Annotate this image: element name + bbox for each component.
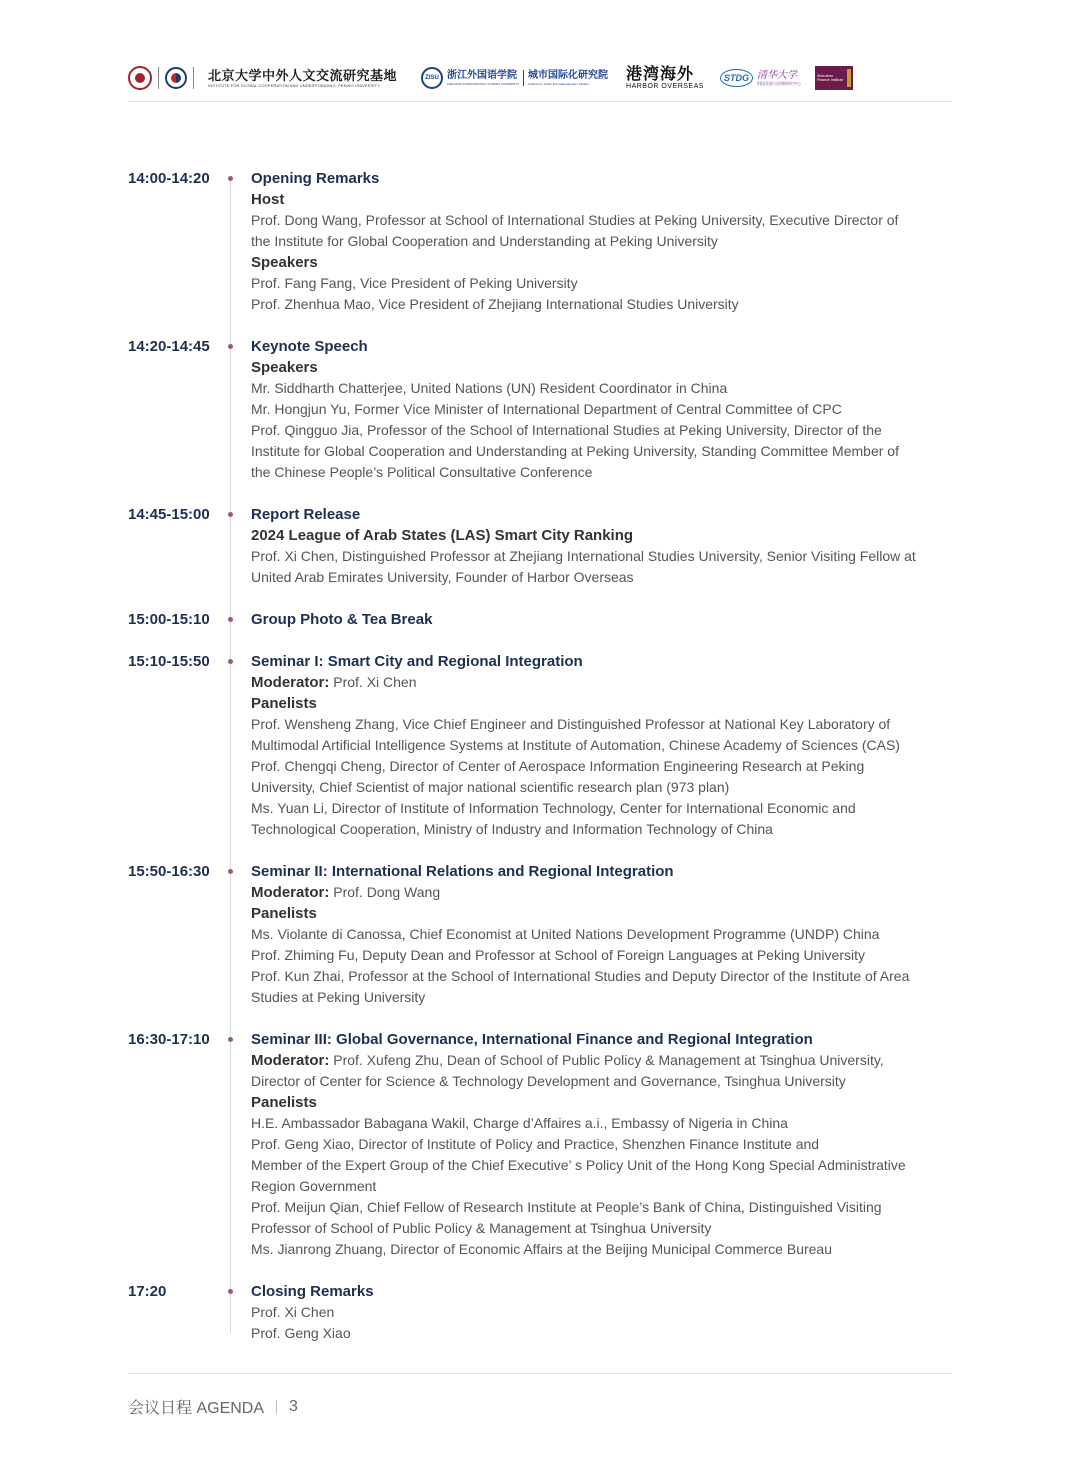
header-divider <box>128 101 952 102</box>
moderator-label: Moderator: <box>251 674 330 691</box>
participant-line: Multimodal Artificial Intelligence Systems at Institute of Automation, Chinese Academy of Sciences (CAS) <box>251 737 900 753</box>
participant-line: Prof. Kun Zhai, Professor at the School of International Studies and Deputy Director of the Institute of Area <box>251 968 910 984</box>
sfi-logo-text: Shenzhen Finance Institute <box>816 74 844 82</box>
pku-seal-icon <box>128 66 152 90</box>
moderator-name: Prof. Dong Wang <box>333 884 441 900</box>
timeline-dot-icon <box>228 176 233 181</box>
zisu-institute-cn: 城市国际化研究院 <box>528 69 609 81</box>
session-title: Closing Remarks <box>251 1283 374 1300</box>
session-title: Report Release <box>251 506 361 523</box>
participant-line: Ms. Violante di Canossa, Chief Economist at United Nations Development Programme (UNDP) China <box>251 926 880 942</box>
session-title: Group Photo & Tea Break <box>251 611 433 628</box>
participant-line: the Chinese People’s Political Consultative Conference <box>251 464 593 480</box>
participant-line: Prof. Qingguo Jia, Professor of the School of International Studies at Peking University, Director of the <box>251 422 882 438</box>
session-title: Keynote Speech <box>251 338 368 355</box>
participant-line: University, Chief Scientist of major national scientific research plan (973 plan) <box>251 779 730 795</box>
institute-globe-icon <box>165 67 187 89</box>
header-logos <box>128 58 952 98</box>
timeline-dot-icon <box>228 869 233 874</box>
participant-line: Institute for Global Cooperation and Understanding at Peking University, Standing Committee Member of <box>251 443 899 459</box>
moderator-label: Moderator: <box>251 1052 330 1069</box>
session-title: Opening Remarks <box>251 170 380 187</box>
group-label: Panelists <box>251 1094 317 1111</box>
sfi-logo <box>815 66 853 90</box>
session-time: 15:00-15:10 <box>128 611 210 628</box>
session-time: 16:30-17:10 <box>128 1031 210 1048</box>
timeline-dot-icon <box>228 512 233 517</box>
participant-line: the Institute for Global Cooperation and Understanding at Peking University <box>251 233 718 249</box>
participant-line: Studies at Peking University <box>251 989 426 1005</box>
moderator-name: Prof. Xufeng Zhu, Dean of School of Public Policy & Management at Tsinghua University, <box>333 1052 884 1068</box>
session-moderator <box>251 1050 951 1071</box>
session-moderator <box>251 672 951 693</box>
group-label: Panelists <box>251 905 317 922</box>
pku-logo-en: INSTITUTE FOR GLOBAL COOPERATION AND UNDERSTANDING, PEKING UNIVERSITY <box>208 82 380 88</box>
session-content <box>251 504 951 588</box>
session-content <box>251 609 951 630</box>
session-title: Seminar III: Global Governance, International Finance and Regional Integration <box>251 1031 813 1048</box>
participant-line: Mr. Hongjun Yu, Former Vice Minister of International Department of Central Committee of CPC <box>251 401 842 417</box>
participant-line: Prof. Geng Xiao <box>251 1325 351 1341</box>
participant-line: Member of the Expert Group of the Chief Executive’ s Policy Unit of the Hong Kong Special Administrative <box>251 1157 906 1173</box>
participant-line: Prof. Wensheng Zhang, Vice Chief Engineer and Distinguished Professor at National Key Laboratory of <box>251 716 891 732</box>
session-title: Seminar I: Smart City and Regional Integration <box>251 653 583 670</box>
sfi-mark-icon <box>847 69 851 87</box>
session-content <box>251 168 951 315</box>
zisu-logo <box>421 67 608 89</box>
harbor-logo-en: HARBOR OVERSEAS <box>626 82 704 90</box>
tsinghua-logo-en: 科技发展与治理研究中心 <box>756 80 801 86</box>
logo-divider <box>523 70 524 86</box>
tsinghua-logo-cn: 清华大学 <box>756 69 797 81</box>
participant-line: Ms. Yuan Li, Director of Institute of Information Technology, Center for International Economic and <box>251 800 856 816</box>
session-content <box>251 336 951 483</box>
participant-line: Prof. Zhenhua Mao, Vice President of Zhejiang International Studies University <box>251 296 739 312</box>
session-time: 15:50-16:30 <box>128 863 210 880</box>
session-time: 14:20-14:45 <box>128 338 210 355</box>
participant-line: Technological Cooperation, Ministry of Industry and Information Technology of China <box>251 821 773 837</box>
participant-line: Prof. Xi Chen <box>251 1304 335 1320</box>
participant-line: Professor of School of Public Policy & Management at Tsinghua University <box>251 1220 712 1236</box>
participant-line: Region Government <box>251 1178 377 1194</box>
timeline-dot-icon <box>228 344 233 349</box>
participant-line: Prof. Dong Wang, Professor at School of International Studies at Peking University, Executive Director of <box>251 212 899 228</box>
session-time: 15:10-15:50 <box>128 653 210 670</box>
session-time: 17:20 <box>128 1283 167 1300</box>
harbor-logo-cn: 港湾海外 <box>626 65 695 83</box>
pku-logo-cn: 北京大学中外人文交流研究基地 <box>208 67 398 83</box>
participant-line: H.E. Ambassador Babagana Wakil, Charge d’Affaires a.i., Embassy of Nigeria in China <box>251 1115 788 1131</box>
page-number: 3 <box>289 1397 298 1415</box>
moderator-label: Moderator: <box>251 884 330 901</box>
footer-divider-bar <box>276 1400 277 1414</box>
stdg-mark: STDG <box>720 69 753 87</box>
page-footer <box>128 1395 298 1418</box>
session-content <box>251 1029 951 1260</box>
timeline-dot-icon <box>228 1289 233 1294</box>
participant-line: Ms. Jianrong Zhuang, Director of Economic Affairs at the Beijing Municipal Commerce Bureau <box>251 1241 833 1257</box>
timeline-dot-icon <box>228 659 233 664</box>
session-moderator <box>251 882 951 903</box>
timeline-line <box>230 178 231 1333</box>
group-label: Speakers <box>251 254 318 271</box>
logo-divider <box>193 67 194 89</box>
group-label: Speakers <box>251 359 318 376</box>
participant-line: Prof. Xi Chen, Distinguished Professor at Zhejiang International Studies University, Senior Visiting Fellow at <box>251 548 916 564</box>
participant-line: Prof. Fang Fang, Vice President of Peking University <box>251 275 578 291</box>
group-label: Panelists <box>251 695 317 712</box>
harbor-logo <box>626 66 704 91</box>
participant-line: Prof. Zhiming Fu, Deputy Dean and Professor at School of Foreign Languages at Peking University <box>251 947 865 963</box>
zisu-logo-en: ZHEJIANG INTERNATIONAL STUDIES UNIVERSITY <box>447 81 520 86</box>
session-title: Seminar II: International Relations and Regional Integration <box>251 863 674 880</box>
group-label: 2024 League of Arab States (LAS) Smart City Ranking <box>251 527 634 544</box>
session-content <box>251 861 951 1008</box>
logo-divider <box>158 67 159 89</box>
participant-line: Prof. Meijun Qian, Chief Fellow of Research Institute at People’s Bank of China, Distinguished Visiting <box>251 1199 882 1215</box>
footer-divider <box>128 1373 952 1374</box>
session-content <box>251 1281 951 1344</box>
session-time: 14:00-14:20 <box>128 170 210 187</box>
participant-line: Prof. Chengqi Cheng, Director of Center of Aerospace Information Engineering Research at Peking <box>251 758 865 774</box>
timeline-dot-icon <box>228 617 233 622</box>
group-label: Host <box>251 191 285 208</box>
moderator-name: Prof. Xi Chen <box>333 674 417 690</box>
timeline-dot-icon <box>228 1037 233 1042</box>
zisu-logo-cn: 浙江外国语学院 <box>447 69 518 81</box>
participant-line: Prof. Geng Xiao, Director of Institute of Policy and Practice, Shenzhen Finance Institute and <box>251 1136 820 1152</box>
zisu-institute-en: Institute for Urban Internationalization Studies <box>528 81 589 86</box>
footer-section-label: 会议日程 AGENDA <box>128 1400 265 1417</box>
zisu-emblem-icon: ZISU <box>421 67 443 89</box>
session-time: 14:45-15:00 <box>128 506 210 523</box>
pku-logo <box>128 66 397 90</box>
participant-line: Mr. Siddharth Chatterjee, United Nations (UN) Resident Coordinator in China <box>251 380 728 396</box>
stdg-logo <box>720 69 801 87</box>
participant-line: United Arab Emirates University, Founder of Harbor Overseas <box>251 569 634 585</box>
moderator-detail: Director of Center for Science & Technology Development and Governance, Tsinghua University <box>251 1073 846 1089</box>
session-content <box>251 651 951 840</box>
